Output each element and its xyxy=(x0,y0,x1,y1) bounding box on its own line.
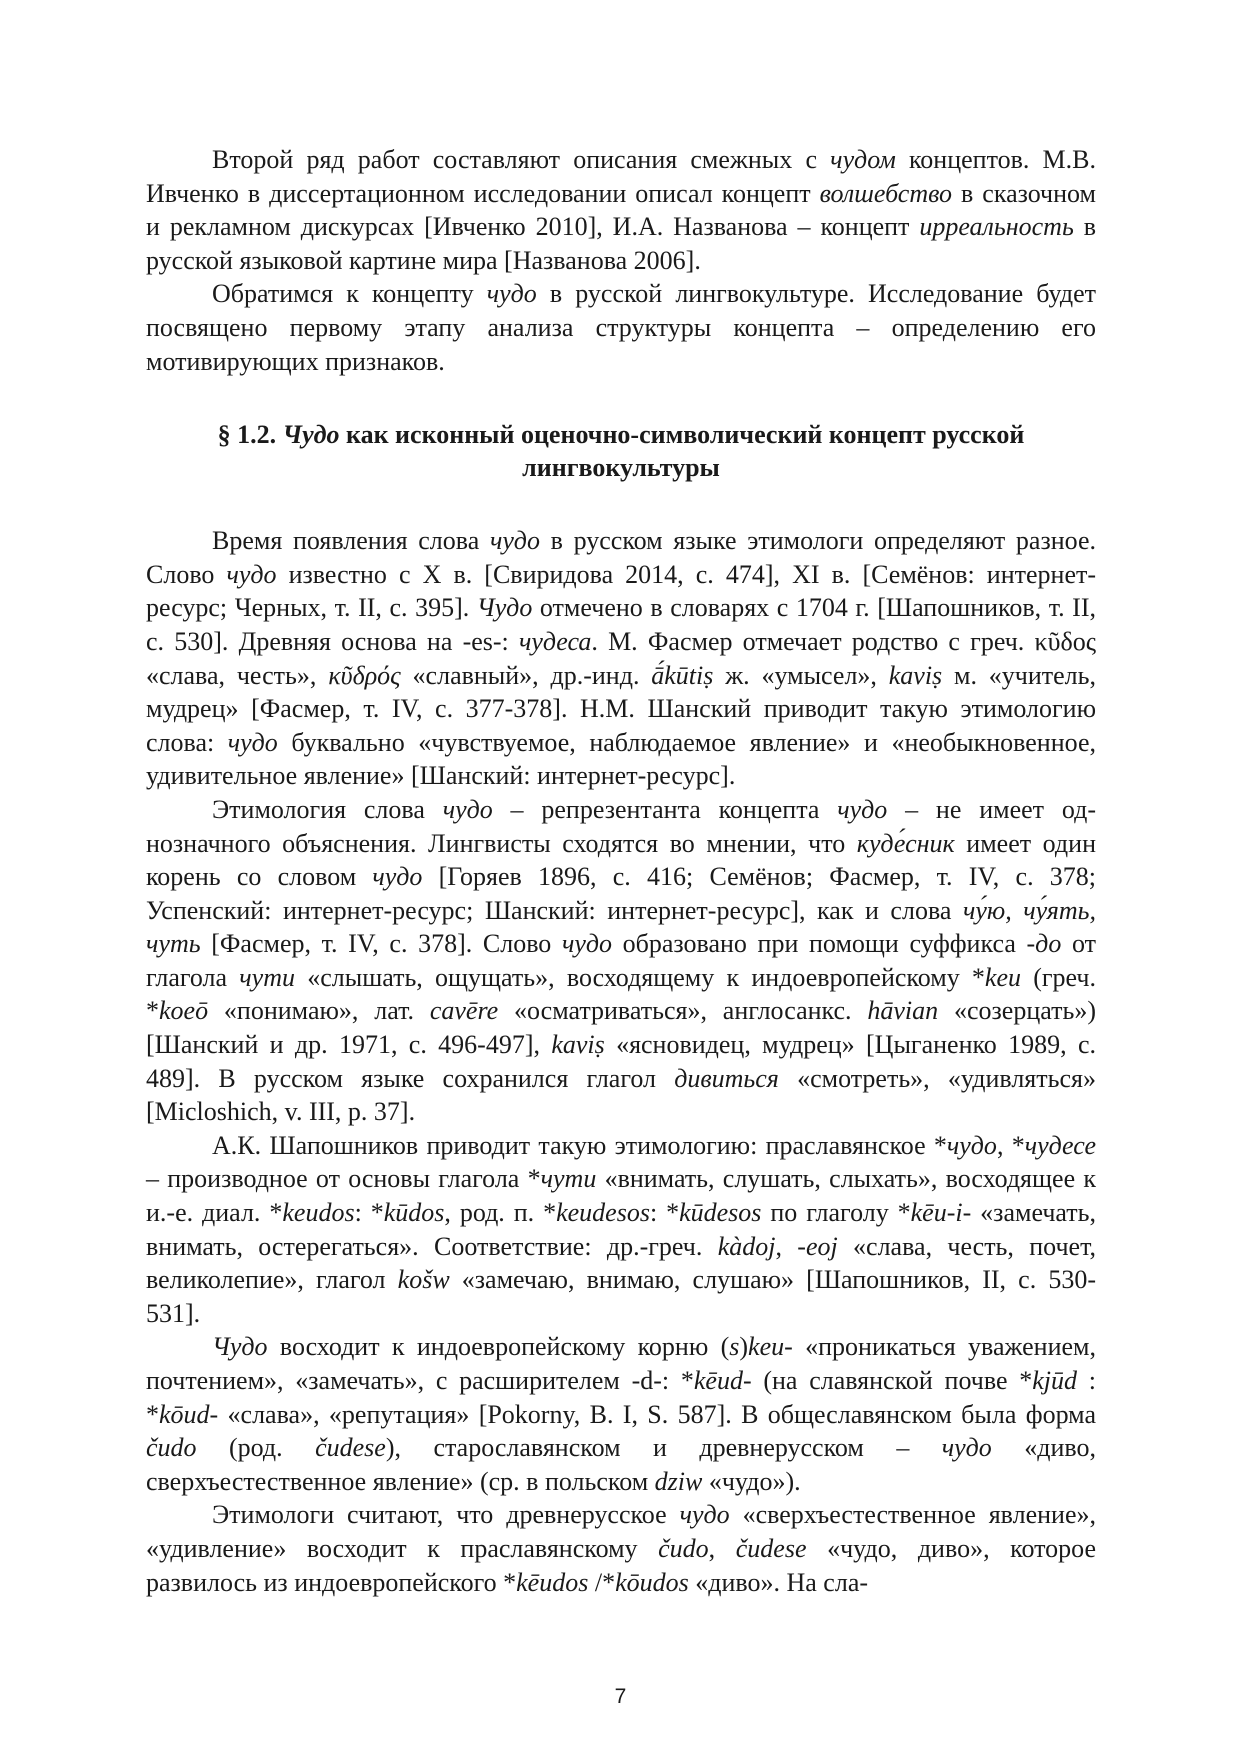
italic-term: чути xyxy=(239,962,295,992)
italic-term: чудо xyxy=(837,794,888,824)
italic-term: чудо xyxy=(489,526,540,556)
text-run: «диво, сверхъестественное явление» (ср. в польском xyxy=(146,1433,1096,1496)
text-run: – не имеет однозначного объяснения. Лингвисты сходятся во мнении, что xyxy=(146,794,1096,858)
italic-term: чудесе xyxy=(1024,1130,1096,1160)
section-number: § 1.2. xyxy=(217,420,277,450)
text-run: ), старославянском и древнерусском – xyxy=(385,1433,942,1463)
italic-term: -eoj xyxy=(797,1231,838,1261)
italic-term: чудо xyxy=(372,862,423,892)
text-run: «осматриваться», англосанкс. xyxy=(498,996,868,1026)
italic-term: kàdoj xyxy=(717,1231,776,1261)
italic-term: keu xyxy=(984,962,1021,992)
body-paragraph xyxy=(146,1129,1096,1331)
italic-term: čudese xyxy=(735,1533,807,1563)
text-run: «диво». На сла- xyxy=(688,1567,869,1597)
italic-term: kōudos xyxy=(615,1567,689,1597)
text-run: м. «учитель, мудрец» [Фасмер, т. IV, с. 377-378]. Н.М. Шанский приводит такую этимологию слова: xyxy=(146,660,1096,757)
italic-term: чудо xyxy=(442,794,493,824)
text-run: : * xyxy=(354,1198,384,1228)
italic-term: kēud- xyxy=(693,1366,752,1395)
italic-term: kūdesos xyxy=(679,1198,762,1228)
text-run: имеет один корень со словом xyxy=(146,828,1096,892)
text-run: , xyxy=(775,1231,798,1261)
italic-term: ирреальность xyxy=(919,212,1074,242)
text-run: «смотреть», «удивляться» [Micloshich, v. III, p. 37]. xyxy=(146,1063,1096,1127)
body-paragraph xyxy=(146,1498,1096,1599)
text-run: в русской лингвокультуре. Исследование будет посвящено первому этапу анализа структуры концепта – определению его мотивирующих признаков. xyxy=(146,279,1096,376)
section-heading-line-2: лингвокультуры xyxy=(522,453,720,483)
italic-term: s xyxy=(729,1332,740,1362)
text-run: . М. Фасмер отмечает родство с греч. κῦδος «слава, честь», xyxy=(146,626,1097,690)
page-number: 7 xyxy=(614,1685,627,1708)
text-run: «ясновидец, мудрец» [Цыганенко 1989, с. 489]. В русском языке сохранился глагол xyxy=(146,1030,1096,1093)
italic-term: košw xyxy=(397,1265,450,1295)
italic-term: cavēre xyxy=(429,996,499,1026)
text-run: в русской языковой картине мира [Названова 2006]. xyxy=(146,212,1096,275)
italic-term: волшебство xyxy=(819,178,953,208)
section-heading xyxy=(146,418,1096,484)
italic-term: kaviṣ xyxy=(888,660,943,690)
italic-term: чудом xyxy=(830,145,896,174)
italic-term: ā́kūtiṣ xyxy=(651,660,714,690)
text-run: ж. «умысел», xyxy=(713,660,889,690)
text-run: , * xyxy=(996,1130,1025,1160)
text-run: «слава, честь, почет, великолепие», глагол xyxy=(146,1231,1096,1295)
text-run: Второй ряд работ составляют описания смежных с xyxy=(212,145,831,174)
text-run: «слышать, ощущать», восходящему к индоевропейскому * xyxy=(295,962,985,992)
italic-term: keudos xyxy=(282,1198,355,1228)
text-run: от глагола xyxy=(146,929,1096,992)
italic-term: kjūd xyxy=(1032,1366,1078,1395)
text-run: «чудо, диво», которое развилось из индоевропейского * xyxy=(146,1533,1096,1597)
text-run: «слава», «репутация» [Pokorny, B. I, S. 587]. В общеславянском была форма xyxy=(218,1399,1096,1429)
body-paragraphs xyxy=(146,524,1096,1599)
italic-term: чудо xyxy=(561,929,612,959)
text-run: , род. п. * xyxy=(444,1198,557,1228)
text-run: по глаголу * xyxy=(761,1198,911,1228)
text-run: Этимология слова xyxy=(212,794,443,824)
text-run: Обратимся к концепту xyxy=(212,279,487,309)
intro-paragraph xyxy=(146,277,1096,378)
italic-term: -до xyxy=(1026,929,1062,959)
text-run: [Горяев 1896, с. 416; Семёнов; Фасмер, т. IV, с. 378; Успенский: интернет-ресурс; Шанский: интернет-ресурс], как и слова xyxy=(146,862,1097,925)
text-run: Время появления слова xyxy=(212,526,490,556)
italic-term: čudo xyxy=(146,1433,197,1463)
text-run: «замечаю, внимаю, слушаю» [Шапошников, II, с. 530-531]. xyxy=(146,1265,1096,1328)
text-run: отмечено в словарях с 1704 г. [Шапошников, т. II, с. 530]. Древняя основа на -es-: xyxy=(146,593,1096,656)
text-run: [Фасмер, т. IV, с. 378]. Слово xyxy=(200,929,562,959)
text-run: : * xyxy=(649,1198,680,1228)
text-run: , xyxy=(708,1533,736,1563)
intro-paragraphs xyxy=(146,143,1096,378)
italic-term: чудо xyxy=(227,727,278,757)
italic-term: чудо xyxy=(226,559,277,589)
body-paragraph xyxy=(146,1330,1096,1498)
text-run: (на славянской почве * xyxy=(751,1366,1033,1395)
text-run: «созерцать») [Шанский и др. 1971, с. 496-497], xyxy=(146,996,1097,1060)
italic-term: keudesos xyxy=(556,1198,650,1228)
text-run: в русском языке этимологи определяют разное. Слово xyxy=(146,526,1096,589)
text-run: известно с X в. [Свиридова 2014, с. 474], XI в. [Семёнов: интернет-ресурс; Черных, т. II, с. 395]. xyxy=(146,559,1097,623)
text-run: (греч. * xyxy=(146,962,1097,1026)
body-paragraph xyxy=(146,793,1096,1129)
text-run: «понимаю», лат. xyxy=(208,996,430,1026)
text-run: «сверхъестественное явление», «удивление» восходит к праславянскому xyxy=(146,1500,1096,1563)
italic-term: keu- xyxy=(748,1332,793,1362)
text-run: концептов. М.В. Ивченко в диссертационном исследовании описал концепт xyxy=(146,145,1096,208)
text-run: «проникаться уважением, почтением», «замечать», с расширителем -d-: * xyxy=(146,1332,1096,1395)
text-run: буквально «чувствуемое, наблюдаемое явление» и «необыкновенное, удивительное явление» [Шанский: интернет-ресурс]. xyxy=(146,727,1096,791)
text-run: А.К. Шапошников приводит такую этимологию: праславянское * xyxy=(212,1130,947,1160)
italic-term: kēudos xyxy=(516,1567,589,1597)
text-run: Этимологи считают, что древнерусское xyxy=(212,1500,680,1530)
section-heading-italic-word: Чудо xyxy=(282,420,340,450)
italic-term: kōud- xyxy=(159,1399,219,1429)
section-heading-text: как исконный оценочно-символический концепт русской xyxy=(345,420,1025,450)
italic-term: čudo xyxy=(658,1533,709,1563)
text-run: – репрезентанта концепта xyxy=(492,794,838,824)
text-run: /* xyxy=(588,1567,616,1597)
italic-term: kūdos xyxy=(383,1198,445,1228)
italic-term: čudese xyxy=(315,1433,386,1463)
text-run: «внимать, слушать, слыхать», восходящее к и.-е. диал. * xyxy=(146,1164,1096,1228)
italic-term: дивиться xyxy=(674,1063,779,1093)
italic-term: Чудо xyxy=(212,1332,268,1362)
section-heading-line-1 xyxy=(146,418,1096,451)
italic-term: чу́ю, чу́ять, чуть xyxy=(146,895,1096,959)
italic-term: чудо xyxy=(941,1433,992,1463)
italic-term: чудо xyxy=(946,1130,997,1160)
italic-term: koeō xyxy=(159,996,209,1026)
italic-term: чудо xyxy=(679,1500,730,1530)
italic-term: kaviṣ xyxy=(551,1030,605,1060)
italic-term: κῦδρός xyxy=(328,660,401,690)
italic-term: dziw xyxy=(654,1466,703,1496)
italic-term: чудо xyxy=(486,279,537,309)
intro-paragraph xyxy=(146,143,1096,277)
text-run: «замечать, внимать, остерегаться». Соответствие: др.-греч. xyxy=(146,1198,1096,1261)
italic-term: куде́сник xyxy=(856,828,955,858)
text-run: (род. xyxy=(196,1433,316,1463)
text-run: «славный», др.-инд. xyxy=(400,660,652,690)
text-run: «чудо»). xyxy=(702,1466,801,1496)
italic-term: чути xyxy=(540,1164,597,1194)
text-run: образовано при помощи суффикса xyxy=(611,929,1027,959)
body-paragraph xyxy=(146,524,1096,793)
text-run: ) xyxy=(739,1332,749,1362)
text-run: восходит к индоевропейскому корню ( xyxy=(267,1332,730,1362)
italic-term: чудеса xyxy=(518,626,592,656)
text-run: – производное от основы глагола * xyxy=(146,1164,541,1194)
page-content xyxy=(146,143,1096,1599)
text-run: в сказочном и рекламном дискурсах [Ивченко 2010], И.А. Названова – концепт xyxy=(146,178,1096,242)
text-run: : * xyxy=(146,1366,1096,1429)
italic-term: kēu-i- xyxy=(910,1198,972,1228)
italic-term: hāvian xyxy=(867,996,939,1026)
italic-term: Чудо xyxy=(476,593,533,623)
